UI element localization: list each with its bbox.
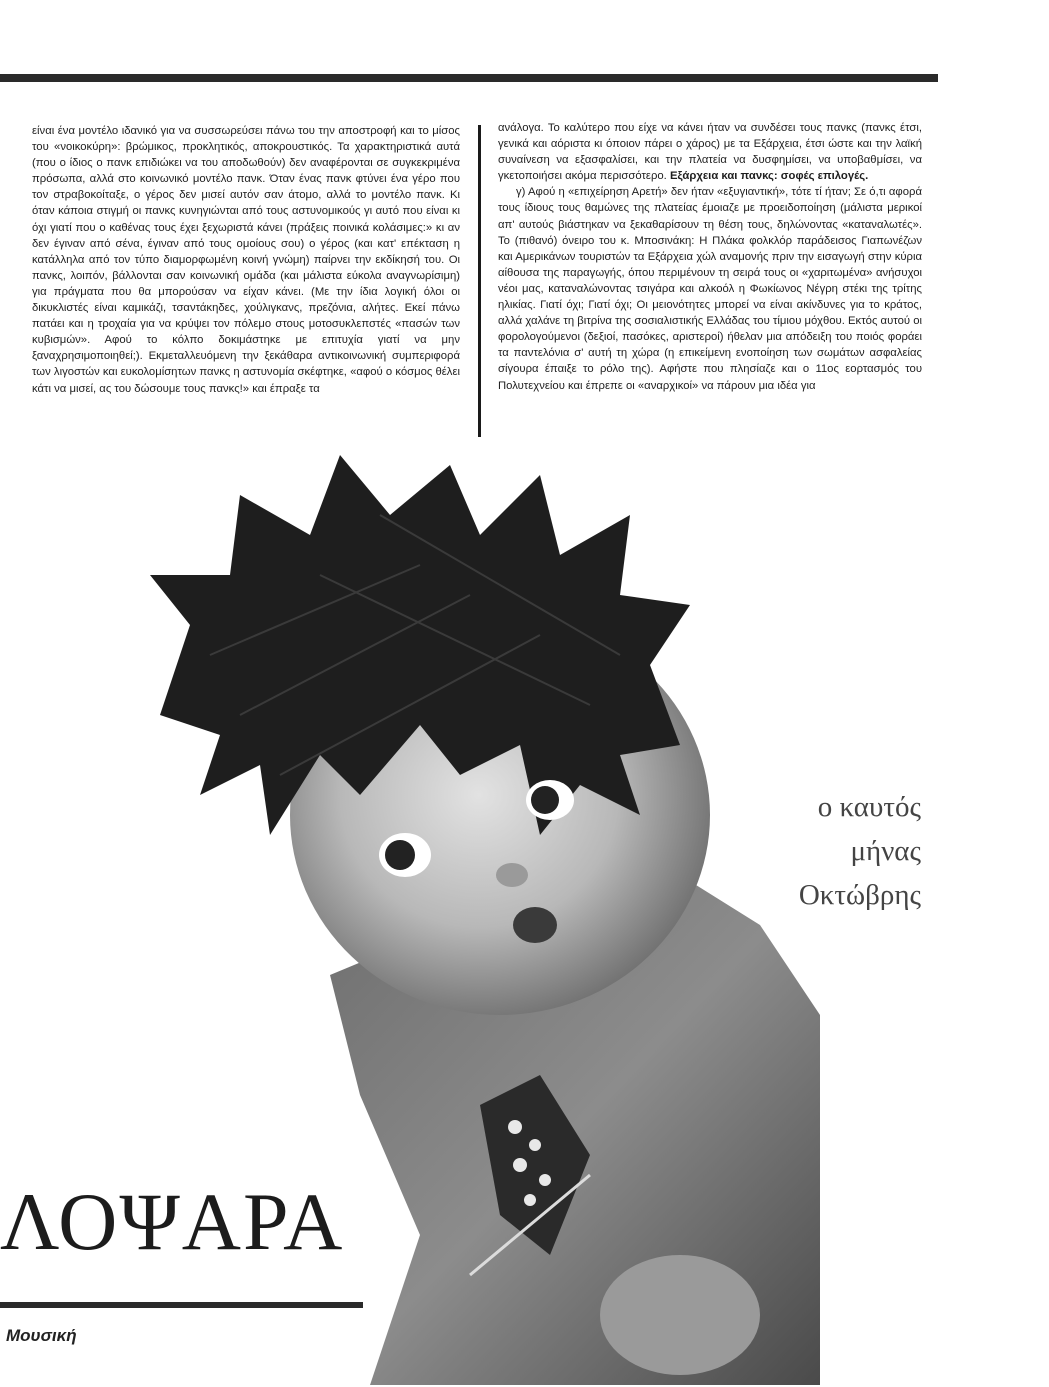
right-paragraph-1-bold: Εξάρχεια και πανκς: σοφές επιλογές. xyxy=(669,170,869,183)
article-headline: ΛΟΨΑΡΑ xyxy=(0,1176,345,1267)
column-divider xyxy=(478,125,481,437)
article-column-left xyxy=(32,123,460,397)
pull-quote-line-2: μήνας xyxy=(850,835,921,867)
pull-quote xyxy=(799,785,921,917)
section-label: Μουσική xyxy=(6,1326,77,1345)
right-paragraph-1-text: ανάλογα. Το καλύτερο που είχε να κάνει ήταν να συνδέσει τους πανκς (πανκς έτσι, γενικά και αόριστα κι όποιον πάρει ο χάρος) με τα Εξάρχεια, έτσι ώστε και την λαϊκή συναίνεση να εξασφαλίσει, και την πλατεία να δυσφημίσει, να υποβαθμίσει, να γκετοποιήσει ακόμα περισσότερο. xyxy=(498,122,922,183)
left-column-text: είναι ένα μοντέλο ιδανικό για να συσσωρεύσει πάνω του την αποστροφή και το μίσος του «νοικοκύρη»: βρώμικος, προκλητικός, αποκρουστικός. Τα χαρακτηριστικά αυτά (που ο ίδιος ο πανκ επιδιώκει να του αποδωθούν) δεν αναφέρονται σε συγκεκριμένα πρόσωπα, αλλά στο κοινωνικό μοντέλο πανκ. Όταν ένας πανκ φτύνει ένα γέρο που τον στραβοκοίταξε, ο γέρος δεν μισεί αυτόν σαν άτομο, αλλά το μοντέλο πανκ. Κι όταν κάποια στιγμή οι πανκς κυνηγιώνται από τους αστυνομικούς γι αυτό που είναι κι όχι γιατί που ο καθένας τους έχει ξεχωριστά κάνει (πράξεις ποινικά κολάσιμες:» κι αν δεν έγιναν από σένα, έγιναν από τους ομοίους σου) ο γέρος (και κατ' επέκταση η κατάλληλα από τον τύπο διαμορφωμένη κοινή γνώμη) παίρνει την εκδίκησή του. Οι πανκς, λοιπόν, βάλλονται σαν κοινωνική ομάδα (και μάλιστα εύκολα αναγνωρίσιμη) για πράγματα που θα μπορούσαν να είχαν κάνει. (Με την ίδια λογική όλοι οι δικυκλιστές είναι καμικάζι, τσαντάκηδες, χούλιγκανς, πρεζόνια, αλήτες. Εκεί πάνω πατάει και η τροχαία για να κρύψει τον πόλεμο στους μοτοσυκλεπστές «πασών των κυβισμών». Αφού το κόλπο δοκιμάστηκε με επιτυχία γιατί να μην ξαναχρησιμοποιηθεί;). Εκμεταλλευόμενη την ξεκάθαρα αντικοινωνική συμπεριφορά των λιγοστών και ευκολομίσητων πανκς η αστυνομία σκέφτηκε, «αφού ο κόσμος θέλει κάτι να μισεί, ας του δώσουμε τους πανκς!» και έπραξε τα xyxy=(32,125,460,395)
right-column-paragraph-2: γ) Αφού η «επιχείρηση Αρετή» δεν ήταν «εξυγιαντική», τότε τί ήταν; Σε ό,τι αφορά τους ίδιους τους θαμώνες της πλατείας έμοιαζε με προειδοποίηση (μάλιστα μερικοί απ' αυτούς βιάστηκαν να ξεκαθαρίσουν τη θέση τους, δηλώνοντας «καταναλωτές». Το (πιθανό) όνειρο του κ. Μποσινάκη: Η Πλάκα φολκλόρ παράδεισος Γιαπωνέζων και Αμερικάνων τουριστών τα Εξάρχεια χώλ αναμονής πριν την εισαγωγή στην κύρια αίθουσα της παραγωγής, όπου περιμένουν τη σειρά τους οι «χαριτωμένα» ανήσυχοι νέοι μας, καταναλώνοντας τσιγάρα και αλκοόλ η Φωκίωνος Νέγρη στέκι της τρίτης ηλικίας. Γιατί όχι; Γιατί όχι; Οι μειονότητες μπορεί να είναι ακίνδυνες για το κράτος, αλλά χαλάνε τη βιτρίνα της σοσιαλιστικής Ελλάδας του τίμιου μόχθου. Εκτός αυτού οι φορολογούμενοι (δεξιοί, πασόκες, αριστεροί) ήθελαν μια απόδειξη του ποιός φοράει τα παντελόνια σ' αυτή τη χώρα (η επικείμενη ενοποίηση των σωμάτων ασφαλείας σίγουρα έπαιξε το ρόλο της). Αφήστε που πλησίαζε και ο 11ος εορτασμός του Πολυτεχνείου και έπρεπε οι «αναρχικοί» να πάρουν μια ιδέα για xyxy=(498,186,922,392)
article-column-right xyxy=(498,120,922,394)
pull-quote-line-3: Οκτώβρης xyxy=(798,879,921,911)
pull-quote-line-1: ο καυτός xyxy=(817,791,921,823)
top-rule xyxy=(0,74,938,82)
right-column-paragraph-1 xyxy=(498,120,922,184)
bottom-rule xyxy=(0,1302,363,1308)
